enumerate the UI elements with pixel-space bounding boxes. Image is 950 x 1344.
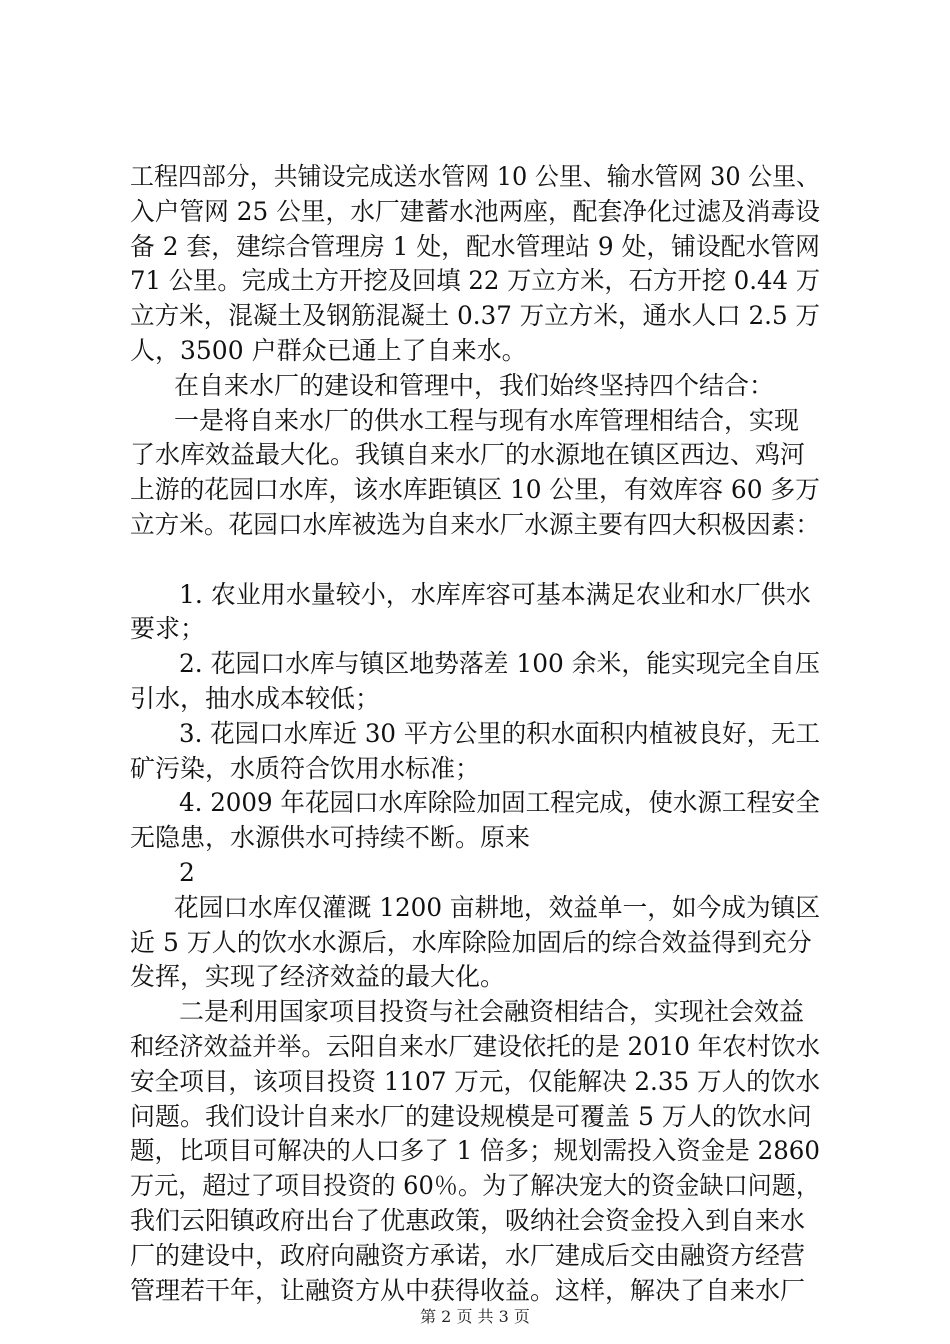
list-item-line: 4. 2009 年花园口水库除险加固工程完成，使水源工程安全 — [179, 788, 821, 818]
text-line: 工程四部分，共铺设完成送水管网 10 公里、输水管网 30 公里、 — [130, 162, 821, 191]
text-line: 立方米。花园口水库被选为自来水厂水源主要有四大积极因素： — [130, 509, 821, 539]
paragraph-start-line: 在自来水厂的建设和管理中，我们始终坚持四个结合： — [174, 370, 775, 400]
paragraph-start-line: 二是利用国家项目投资与社会融资相结合，实现社会效益 — [179, 997, 805, 1027]
text-line: 问题。我们设计自来水厂的建设规模是可覆盖 5 万人的饮水问 — [130, 1101, 812, 1131]
text-line: 71 公里。完成土方开挖及回填 22 万立方米，石方开挖 0.44 万 — [130, 266, 821, 296]
text-line: 厂的建设中，政府向融资方承诺，水厂建成后交由融资方经营 — [130, 1240, 806, 1270]
text-line: 要求； — [130, 614, 206, 644]
text-line: 引水，抽水成本较低； — [130, 683, 381, 713]
list-item-line: 2. 花园口水库与镇区地势落差 100 余米，能实现完全自压 — [179, 649, 820, 679]
text-line: 人，3500 户群众已通上了自来水。 — [130, 335, 527, 365]
text-line: 上游的花园口水库，该水库距镇区 10 公里，有效库容 60 多万 — [130, 475, 820, 505]
text-line: 发挥，实现了经济效益的最大化。 — [130, 962, 506, 992]
text-line: 题，比项目可解决的人口多了 1 倍多；规划需投入资金是 2860 — [130, 1136, 821, 1166]
text-line: 我们云阳镇政府出台了优惠政策，吸纳社会资金投入到自来水 — [130, 1205, 806, 1235]
text-line: 备 2 套，建综合管理房 1 处，配水管理站 9 处，铺设配水管网 — [130, 231, 820, 261]
text-line: 立方米，混凝土及钢筋混凝土 0.37 万立方米，通水人口 2.5 万 — [130, 301, 821, 331]
inline-page-number: 2 — [179, 857, 195, 887]
text-line: 近 5 万人的饮水水源后，水库除险加固后的综合效益得到充分 — [130, 927, 812, 957]
text-line: 安全项目，该项目投资 1107 万元，仅能解决 2.35 万人的饮水 — [130, 1066, 821, 1096]
text-line: 无隐患，水源供水可持续不断。原来 — [130, 823, 531, 853]
list-item-line: 3. 花园口水库近 30 平方公里的积水面积内植被良好，无工 — [179, 718, 821, 748]
text-line: 了水库效益最大化。我镇自来水厂的水源地在镇区西边、鸡河 — [130, 440, 806, 470]
text-line: 管理若干年，让融资方从中获得收益。这样，解决了自来水厂 — [130, 1275, 806, 1305]
page-footer: 第 2 页 共 3 页 — [420, 1307, 530, 1326]
paragraph-start-line: 花园口水库仅灌溉 1200 亩耕地，效益单一，如今成为镇区 — [174, 892, 821, 922]
list-item-line: 1. 农业用水量较小，水库库容可基本满足农业和水厂供水 — [179, 579, 811, 609]
document-body — [130, 160, 830, 1308]
text-line: 矿污染，水质符合饮用水标准； — [130, 753, 481, 783]
blank-line — [130, 543, 830, 578]
text-line: 入户管网 25 公里，水厂建蓄水池两座，配套净化过滤及消毒设 — [130, 196, 820, 226]
text-line: 和经济效益并举。云阳自来水厂建设依托的是 2010 年农村饮水 — [130, 1031, 821, 1061]
paragraph-start-line: 一是将自来水厂的供水工程与现有水库管理相结合，实现 — [174, 405, 800, 435]
text-line: 万元，超过了项目投资的 60％。为了解决宠大的资金缺口问题， — [130, 1171, 821, 1201]
